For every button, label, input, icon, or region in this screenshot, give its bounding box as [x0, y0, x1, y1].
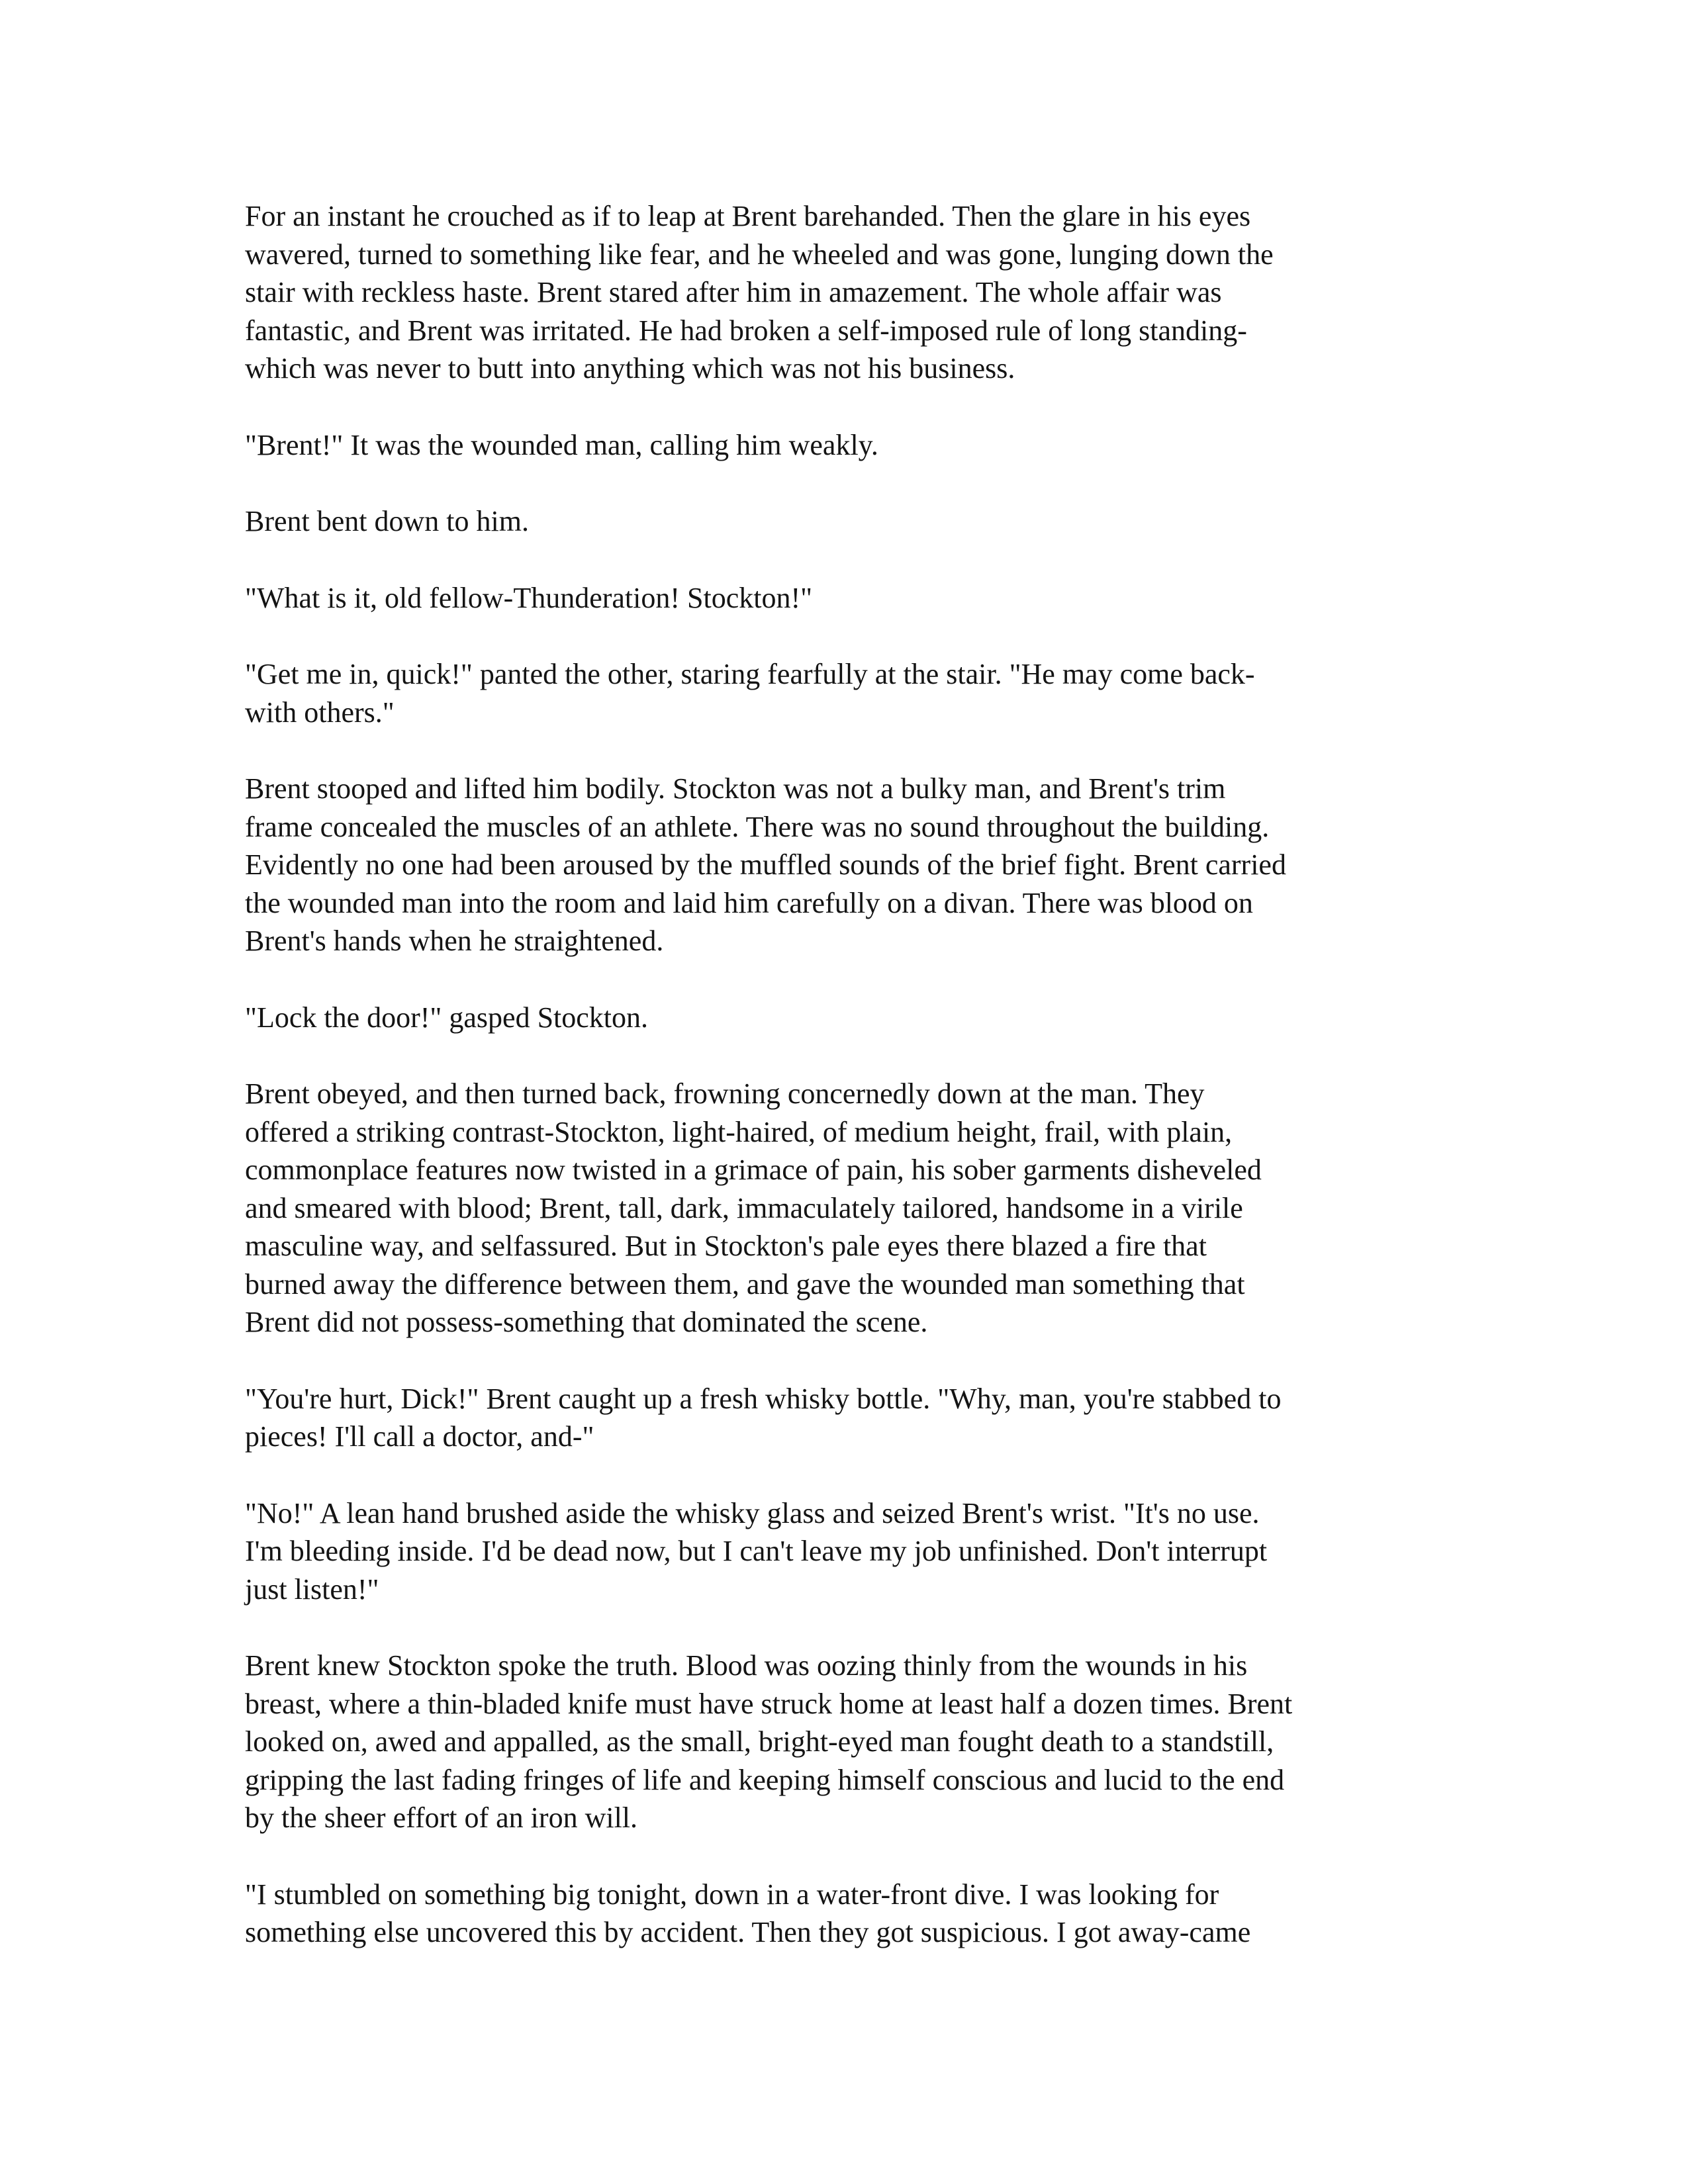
paragraph-10: "No!" A lean hand brushed aside the whisky glass and seized Brent's wrist. "It's no use. I'm bleeding inside. I'd be dead now, but I can't leave my job unfinished. Don't interrupt just listen!" — [245, 1496, 1268, 1606]
paragraph-4: "What is it, old fellow-Thunderation! Stockton!" — [245, 581, 813, 614]
paragraph-1: For an instant he crouched as if to leap at Brent barehanded. Then the glare in his eyes wavered, turned to something like fear, and he wheeled and was gone, lunging down the stair with reckless haste. Brent stared after him in amazement. The whole affair was fantastic, and Brent was irritated. He had broken a self-imposed rule of long standing- which was never to butt into anything which was not his business. — [245, 200, 1274, 385]
paragraph-9: "You're hurt, Dick!" Brent caught up a fresh whisky bottle. "Why, man, you're stabbed to pieces! I'll call a doctor, and-" — [245, 1382, 1282, 1453]
paragraph-7: "Lock the door!" gasped Stockton. — [245, 1001, 649, 1034]
paragraph-12: "I stumbled on something big tonight, down in a water-front dive. I was looking for something else uncovered this by accident. Then they got suspicious. I got away-came — [245, 1878, 1251, 1948]
paragraph-6: Brent stooped and lifted him bodily. Stockton was not a bulky man, and Brent's trim frame concealed the muscles of an athlete. There was no sound throughout the building. Evidently no one had been aroused by the muffled sounds of the brief fight. Brent carried the wounded man into the room and laid him carefully on a divan. There was blood on Brent's hands when he straightened. — [245, 772, 1286, 957]
paragraph-2: "Brent!" It was the wounded man, calling him weakly. — [245, 428, 878, 461]
paragraph-5: "Get me in, quick!" panted the other, staring fearfully at the stair. "He may come back- with others." — [245, 658, 1255, 729]
paragraph-3: Brent bent down to him. — [245, 505, 529, 537]
paragraph-8: Brent obeyed, and then turned back, frowning concernedly down at the man. They offered a striking contrast-Stockton, light-haired, of medium height, frail, with plain, commonplace features now twisted in a grimace of pain, his sober garments disheveled and smeared with blood; Brent, tall, dark, immaculately tailored, handsome in a virile masculine way, and selfassured. But in Stockton's pale eyes there blazed a fire that burned away the difference between them, and gave the wounded man something that Brent did not possess-something that dominated the scene. — [245, 1077, 1262, 1338]
document-page — [245, 197, 1436, 1990]
paragraph-11: Brent knew Stockton spoke the truth. Blood was oozing thinly from the wounds in his breast, where a thin-bladed knife must have struck home at least half a dozen times. Brent looked on, awed and appalled, as the small, bright-eyed man fought death to a standstill, gripping the last fading fringes of life and keeping himself conscious and lucid to the end by the sheer effort of an iron will. — [245, 1649, 1293, 1834]
